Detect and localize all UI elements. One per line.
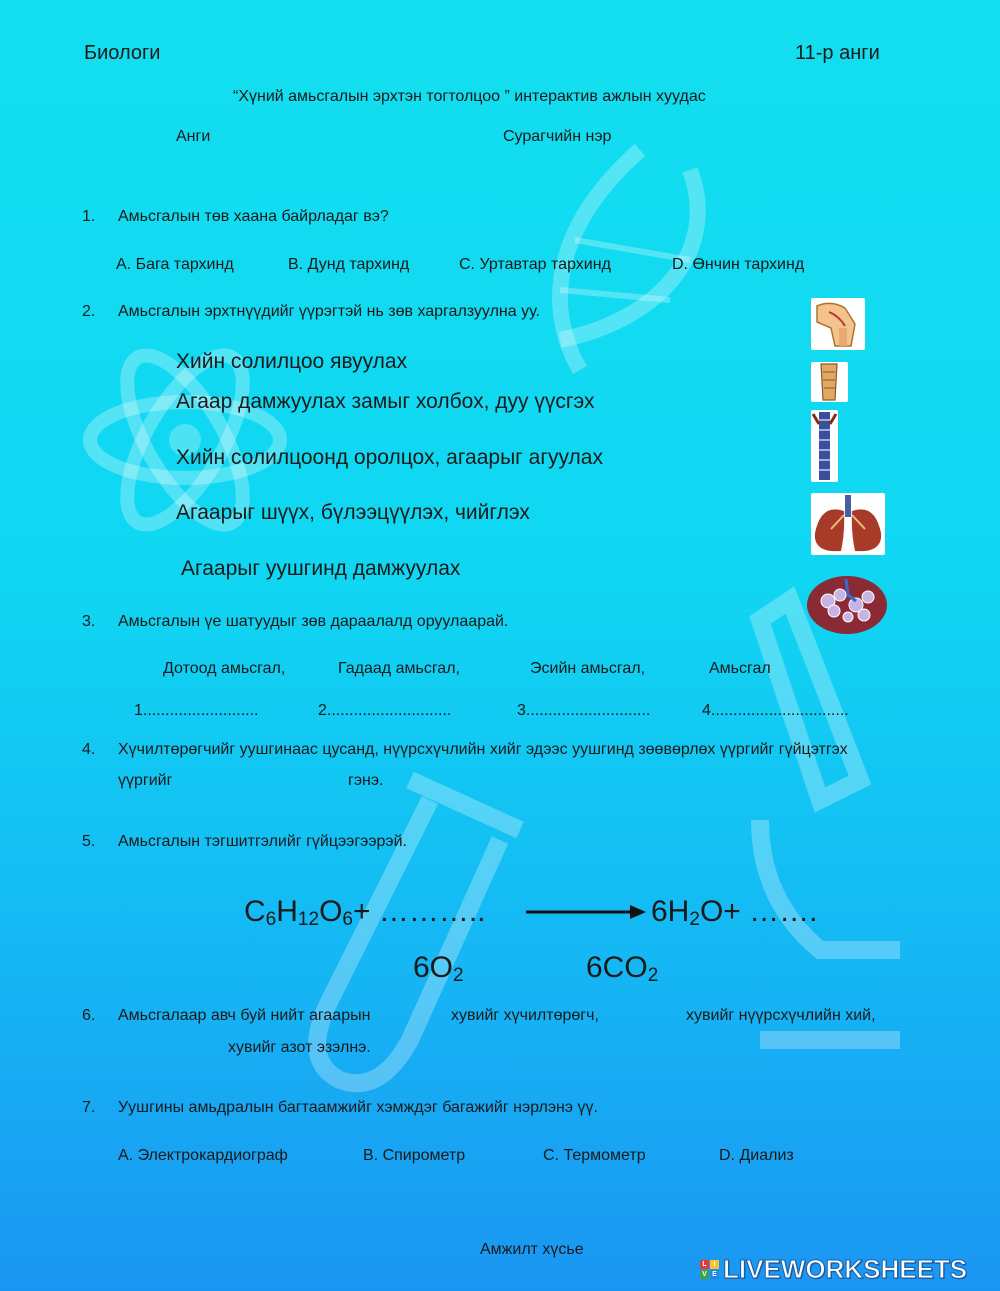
grade-label: 11-р анги xyxy=(795,42,880,64)
q3-blank-2[interactable]: 2............................ xyxy=(318,702,452,719)
q3-blank-1[interactable]: 1.......................... xyxy=(134,702,259,719)
q3-blank-3[interactable]: 3............................ xyxy=(517,702,651,719)
q3-option-4[interactable]: Амьсгал xyxy=(709,660,771,677)
q4-text-line2a: үүргийг xyxy=(118,772,173,789)
test-tube-decoration xyxy=(317,780,520,1083)
q4-answer-field[interactable] xyxy=(190,768,330,790)
q3-option-1[interactable]: Дотоод амьсгал, xyxy=(163,660,286,677)
q1-option-d[interactable]: D. Өнчин тархинд xyxy=(672,256,805,273)
q1-text: Амьсгалын төв хаана байрладаг вэ? xyxy=(118,208,389,225)
microscope-decoration xyxy=(760,600,900,1040)
q3-option-2[interactable]: Гадаад амьсгал, xyxy=(338,660,460,677)
q2-function-4[interactable]: Агаарыг шүүх, бүлээцүүлэх, чийглэх xyxy=(176,501,530,524)
q3-option-3[interactable]: Эсийн амьсгал, xyxy=(530,660,646,677)
q6-text-part2: хувийг хүчилтөрөгч, xyxy=(451,1007,599,1024)
q7-option-a[interactable]: A. Электрокардиограф xyxy=(118,1147,288,1164)
q1-number: 1. xyxy=(82,208,96,225)
equation-reactants: $C_6H_{12}O_6+$ ……….. xyxy=(244,895,486,930)
lungs-icon[interactable] xyxy=(811,493,885,555)
q6-oxygen-percent-field[interactable] xyxy=(405,1003,447,1025)
logo-text: LIVEWORKSHEETS xyxy=(723,1253,968,1284)
q3-number: 3. xyxy=(82,613,96,630)
q1-option-a[interactable]: A. Бага тархинд xyxy=(116,256,234,273)
q4-number: 4. xyxy=(82,741,96,758)
liveworksheets-logo[interactable] xyxy=(700,1254,967,1284)
q1-option-b[interactable]: B. Дунд тархинд xyxy=(288,256,410,273)
q2-number: 2. xyxy=(82,303,96,320)
q6-text-part1: Амьсгалаар авч буй нийт агаарын xyxy=(118,1007,371,1024)
q2-function-1[interactable]: Хийн солилцоо явуулах xyxy=(176,350,408,373)
q6-number: 6. xyxy=(82,1007,96,1024)
logo-blocks-icon: L I V E xyxy=(700,1260,719,1279)
q2-function-2[interactable]: Агаар дамжуулах замыг холбох, дуу үүсгэх xyxy=(176,390,595,413)
q7-option-c[interactable]: C. Термометр xyxy=(543,1147,646,1164)
alveoli-icon[interactable] xyxy=(806,575,888,635)
equation-blank-left[interactable]: ……….. xyxy=(370,895,486,928)
q1-option-c[interactable]: C. Уртавтар тархинд xyxy=(459,256,611,273)
q6-nitrogen-percent-field[interactable] xyxy=(160,1035,222,1057)
q2-function-3[interactable]: Хийн солилцоонд оролцох, агаарыг агуулах xyxy=(176,446,603,469)
equation-products: $6H_2O+$ ……. xyxy=(651,895,818,930)
trachea-icon[interactable] xyxy=(811,410,838,482)
q3-blank-4[interactable]: 4............................... xyxy=(702,702,849,719)
q5-answer-co2[interactable]: $6CO_2$ xyxy=(586,951,659,986)
q6-text-part3: хувийг нүүрсхүчлийн хий, xyxy=(686,1007,876,1024)
good-luck-text: Амжилт хүсье xyxy=(480,1241,584,1258)
subject-label: Биологи xyxy=(84,42,161,64)
q2-function-5[interactable]: Агаарыг уушгинд дамжуулах xyxy=(181,557,461,580)
q5-text: Амьсгалын тэгшитгэлийг гүйцээгээрэй. xyxy=(118,833,407,850)
q4-text-line1: Хүчилтөрөгчийг уушгинаас цусанд, нүүрсхүчлийн хийг эдээс уушгинд зөөвөрлөх үүргийг гүйцэтгэх xyxy=(118,741,848,758)
q3-text: Амьсгалын үе шатуудыг зөв дараалалд оруулаарай. xyxy=(118,613,509,630)
nasal-cavity-icon[interactable] xyxy=(811,298,865,350)
q5-number: 5. xyxy=(82,833,96,850)
q5-answer-o2[interactable]: $6O_2$ xyxy=(413,951,464,986)
q6-co2-percent-field[interactable] xyxy=(622,1003,680,1025)
page-title: “Хүний амьсгалын эрхтэн тогтолцоо ” интерактив ажлын хуудас xyxy=(233,88,706,105)
reaction-arrow-icon xyxy=(524,902,648,922)
q7-option-d[interactable]: D. Диализ xyxy=(719,1147,794,1164)
q7-option-b[interactable]: B. Спирометр xyxy=(363,1147,466,1164)
q4-text-line2b: гэнэ. xyxy=(348,772,384,789)
q2-text: Амьсгалын эрхтнүүдийг үүрэгтэй нь зөв харгалзуулна уу. xyxy=(118,303,540,320)
student-name-label: Сурагчийн нэр xyxy=(503,128,612,145)
class-label: Анги xyxy=(176,128,211,145)
equation-blank-right[interactable]: ……. xyxy=(740,895,818,928)
q7-text: Уушгины амьдралын багтаамжийг хэмждэг багажийг нэрлэнэ үү. xyxy=(118,1099,598,1116)
larynx-icon[interactable] xyxy=(811,362,848,402)
q6-text-part4: хувийг азот эзэлнэ. xyxy=(228,1039,371,1056)
q7-number: 7. xyxy=(82,1099,96,1116)
